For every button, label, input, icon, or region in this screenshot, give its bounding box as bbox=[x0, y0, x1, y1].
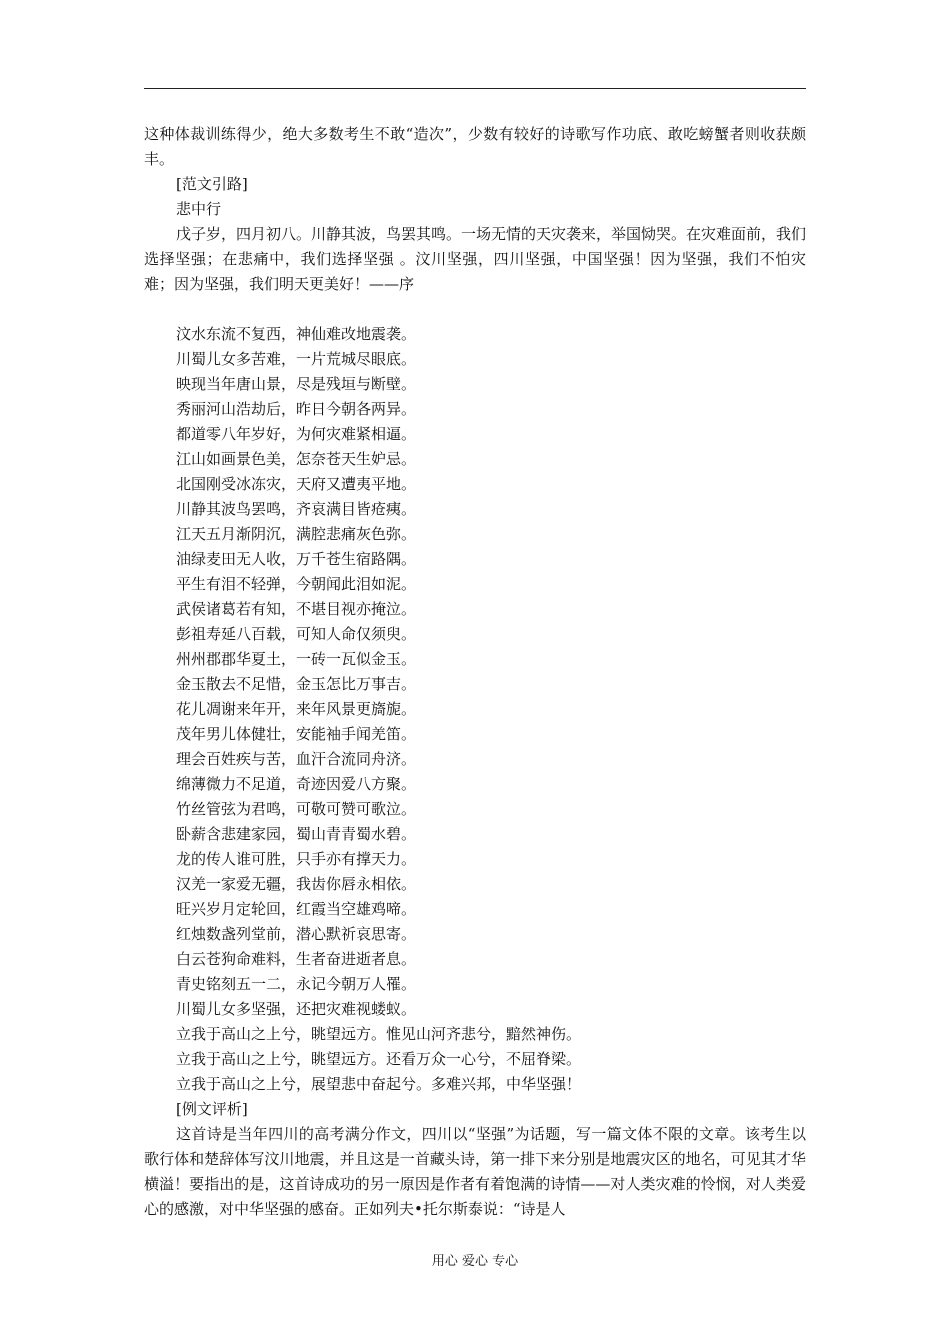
poem-line: 龙的传人谁可胜，只手亦有撑天力。 bbox=[176, 850, 417, 868]
poem-line: 彭祖寿延八百载，可知人命仅须臾。 bbox=[176, 625, 417, 643]
page-footer: 用心 爱心 专心 bbox=[431, 1254, 519, 1269]
poem-line: 茂年男儿体健壮，安能袖手闻羌笛。 bbox=[176, 725, 417, 743]
spacer bbox=[144, 297, 806, 322]
poem-line: 武侯诸葛若有知，不堪目视亦掩泣。 bbox=[176, 600, 417, 618]
poem-line: 都道零八年岁好，为何灾难紧相逼。 bbox=[176, 425, 417, 443]
poem-line: 花儿凋谢来年开，来年风景更旖旎。 bbox=[176, 700, 417, 718]
poem-line: 卧薪含悲建家园，蜀山青青蜀水碧。 bbox=[176, 825, 417, 843]
poem-line: 汶水东流不复西，神仙难改地震袭。 bbox=[176, 325, 417, 343]
poem-line: 立我于高山之上兮，眺望远方。惟见山河齐悲兮，黯然神伤。 bbox=[176, 1025, 582, 1043]
poem-preface: 戊子岁，四月初八。川静其波，鸟罢其鸣。一场无情的天灾袭来，举国恸哭。在灾难面前，我们选择坚强；在悲痛中，我们选择坚强 。汶川坚强，四川坚强，中国坚强！因为坚强，我们不怕灾难；因为坚强，我们明天更美好！——序 bbox=[144, 225, 807, 293]
poem-line: 川静其波鸟罢鸣，齐哀满目皆疮痍。 bbox=[176, 500, 417, 518]
poem-line: 川蜀儿女多苦难，一片荒城尽眼底。 bbox=[176, 350, 417, 368]
poem-line: 秀丽河山浩劫后，昨日今朝各两异。 bbox=[176, 400, 417, 418]
section-heading-analysis: [例文评析] bbox=[176, 1100, 248, 1118]
poem-line: 金玉散去不足惜，金玉怎比万事吉。 bbox=[176, 675, 417, 693]
intro-paragraph: 这种体裁训练得少，绝大多数考生不敢“造次”，少数有较好的诗歌写作功底、敢吃螃蟹者则收获颇丰。 bbox=[144, 125, 806, 168]
poem-line: 立我于高山之上兮，眺望远方。还看万众一心兮，不屈脊梁。 bbox=[176, 1050, 582, 1068]
poem-line: 红烛数盏列堂前，潜心默祈哀思寄。 bbox=[176, 925, 417, 943]
poem-line: 青史铭刻五一二，永记今朝万人罹。 bbox=[176, 975, 417, 993]
section-heading-model: [范文引路] bbox=[176, 175, 248, 193]
poem-line: 州州郡郡华夏土，一砖一瓦似金玉。 bbox=[176, 650, 417, 668]
poem-line: 竹丝管弦为君鸣，可敬可赞可歌泣。 bbox=[176, 800, 417, 818]
poem-line: 理会百姓疾与苦，血汗合流同舟济。 bbox=[176, 750, 417, 768]
poem-line: 川蜀儿女多坚强，还把灾难视蝼蚁。 bbox=[176, 1000, 417, 1018]
poem-body bbox=[144, 322, 806, 1097]
analysis-paragraph: 这首诗是当年四川的高考满分作文，四川以“坚强”为话题，写一篇文体不限的文章。该考生以歌行体和楚辞体写汶川地震，并且这是一首藏头诗，第一排下来分别是地震灾区的地名，可见其才华横溢！要指出的是，这首诗成功的另一原因是作者有着饱满的诗情——对人类灾难的怜悯，对人类爱心的感激，对中华坚强的感奋。正如列夫•托尔斯泰说：“诗是人 bbox=[144, 1125, 806, 1218]
poem-line: 江山如画景色美，怎奈苍天生妒忌。 bbox=[176, 450, 417, 468]
poem-line: 白云苍狗命难料，生者奋进逝者息。 bbox=[176, 950, 417, 968]
poem-line: 旺兴岁月定轮回，红霞当空雄鸡啼。 bbox=[176, 900, 417, 918]
poem-line: 平生有泪不轻弹，今朝闻此泪如泥。 bbox=[176, 575, 417, 593]
header-rule bbox=[144, 88, 806, 89]
poem-line: 立我于高山之上兮，展望悲中奋起兮。多难兴邦，中华坚强！ bbox=[176, 1075, 582, 1093]
poem-title: 悲中行 bbox=[176, 200, 222, 218]
poem-line: 江天五月渐阴沉，满腔悲痛灰色弥。 bbox=[176, 525, 417, 543]
poem-line: 绵薄微力不足道，奇迹因爱八方聚。 bbox=[176, 775, 417, 793]
poem-line: 北国刚受冰冻灾，天府又遭夷平地。 bbox=[176, 475, 417, 493]
page-body bbox=[144, 122, 806, 1222]
poem-line: 油绿麦田无人收，万千苍生宿路隅。 bbox=[176, 550, 417, 568]
poem-line: 映现当年唐山景，尽是残垣与断壁。 bbox=[176, 375, 417, 393]
poem-line: 汉羌一家爱无疆，我齿你唇永相依。 bbox=[176, 875, 417, 893]
